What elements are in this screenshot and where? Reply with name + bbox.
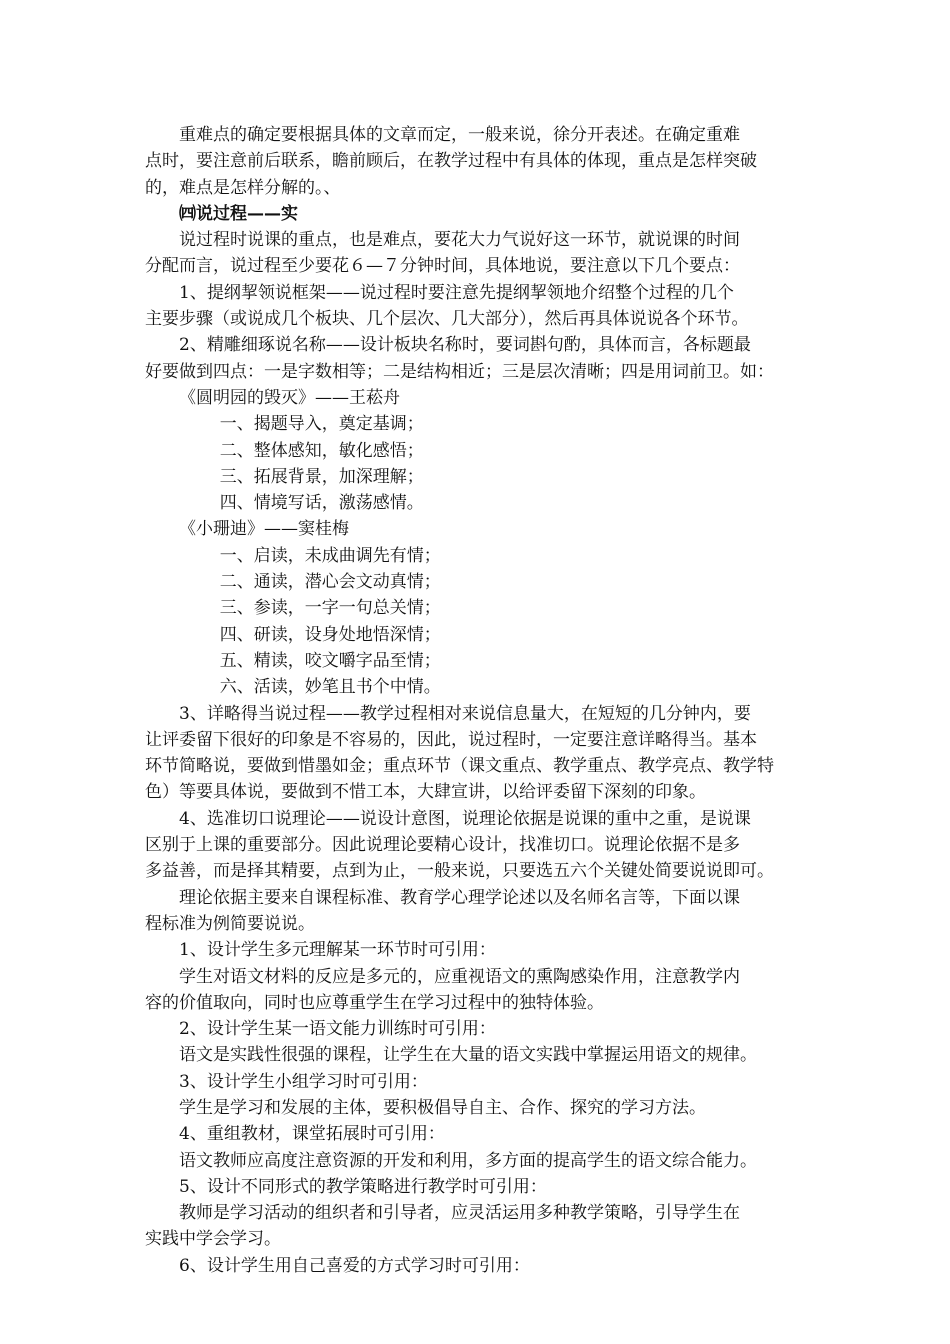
text-line: 色）等要具体说，要做到不惜工本，大肆宣讲，以给评委留下深刻的印象。 [145,782,706,803]
case-text: 容的价值取向，同时也应尊重学生在学习过程中的独特体验。 [145,992,604,1013]
document-page [145,122,825,1279]
case-5 [145,1174,825,1253]
example-item: 六、活读，妙笔且书个中情。 [219,677,441,698]
case-text: 实践中学会学习。 [145,1229,281,1250]
text-line: 环节简略说，要做到惜墨如金；重点环节（课文重点、教学重点、教学亮点、教学特 [145,756,774,777]
text-line: 1、提纲挈领说框架——说过程时要注意先提纲挈领地介绍整个过程的几个 [179,282,734,303]
text-line: 3、详略得当说过程——教学过程相对来说信息量大，在短短的几分钟内，要 [179,703,751,724]
text-line: 分配而言，说过程至少要花６—７分钟时间，具体地说，要注意以下几个要点： [145,256,740,277]
text-line: 程标准为例简要说说。 [145,913,315,934]
text-line: 点时，要注意前后联系，瞻前顾后，在教学过程中有具体的体现，重点是怎样突破 [145,151,757,172]
case-label: 2、设计学生某一语文能力训练时可引用： [179,1019,496,1040]
example-item: 一、启读，未成曲调先有情； [219,545,441,566]
case-label: 5、设计不同形式的教学策略进行教学时可引用： [179,1176,547,1197]
case-text: 语文是实践性很强的课程，让学生在大量的语文实践中掌握运用语文的规律。 [179,1045,757,1066]
text-line: 理论依据主要来自课程标准、教育学心理学论述以及名师名言等，下面以课 [179,887,740,908]
case-text: 语文教师应高度注意资源的开发和利用，多方面的提高学生的语文综合能力。 [179,1150,757,1171]
case-6 [145,1253,825,1279]
case-text: 教师是学习活动的组织者和引导者，应灵活运用多种教学策略，引导学生在 [179,1203,740,1224]
paragraph-point-1 [145,280,825,333]
paragraph-point-4 [145,806,825,885]
case-label: 3、设计学生小组学习时可引用： [179,1071,428,1092]
section-heading: ㈣说过程——实 [179,203,298,224]
example-item: 四、情境写话，激荡感情。 [219,493,424,514]
example-item: 二、通读，潜心会文动真情； [219,572,441,593]
text-line: 重难点的确定要根据具体的文章而定，一般来说，徐分开表述。在确定重难 [179,125,740,145]
text-line: 区别于上课的重要部分。因此说理论要精心设计，找准切口。说理论依据不是多 [145,835,740,856]
text-line: 让评委留下很好的印象是不容易的，因此，说过程时，一定要注意详略得当。基本 [145,729,757,750]
paragraph-point-2 [145,332,825,385]
example-item: 二、整体感知，敏化感悟； [219,440,424,461]
example-title: 《圆明园的毁灭》——王菘舟 [179,387,400,408]
text-line: 的，难点是怎样分解的。、 [145,177,341,198]
paragraph-point-3 [145,701,825,806]
paragraph-difficulty [145,122,825,201]
case-2 [145,1016,825,1069]
example-item: 三、参读，一字一句总关情； [219,598,441,619]
text-line: 多益善，而是择其精要，点到为止，一般来说，只要选五六个关键处简要说说即可。 [145,861,774,882]
case-label: 4、重组教材，课堂拓展时可引用： [179,1124,445,1145]
case-3 [145,1069,825,1122]
text-line: 4、选准切口说理论——说设计意图，说理论依据是说课的重中之重，是说课 [179,808,751,829]
case-text: 学生是学习和发展的主体，要积极倡导自主、合作、探究的学习方法。 [179,1097,706,1118]
example-item: 五、精读，咬文嚼字品至情； [219,650,441,671]
case-label: 1、设计学生多元理解某一环节时可引用： [179,940,496,961]
example-item: 三、拓展背景，加深理解； [219,466,424,487]
text-line: 主要步骤（或说成几个板块、几个层次、几大部分），然后再具体说说各个环节。 [145,309,749,330]
example-item: 一、揭题导入，奠定基调； [219,414,424,435]
paragraph-theory-intro [145,885,825,938]
example-lesson-2 [145,516,825,700]
example-title: 《小珊迪》——窦桂梅 [179,519,349,540]
paragraph-process-intro [145,227,825,280]
text-line: 说过程时说课的重点，也是难点，要花大力气说好这一环节，就说课的时间 [179,230,740,251]
case-4 [145,1121,825,1174]
text-line: 2、精雕细琢说名称——设计板块名称时，要词斟句酌，具体而言，各标题最 [179,335,751,356]
case-label: 6、设计学生用自己喜爱的方式学习时可引用： [179,1255,530,1276]
example-item: 四、研读，设身处地悟深情； [219,624,441,645]
case-text: 学生对语文材料的反应是多元的，应重视语文的熏陶感染作用，注意教学内 [179,966,740,987]
text-line: 好要做到四点：一是字数相等；二是结构相近；三是层次清晰；四是用词前卫。如： [145,361,774,382]
case-1 [145,937,825,1016]
example-lesson-1 [145,385,825,516]
